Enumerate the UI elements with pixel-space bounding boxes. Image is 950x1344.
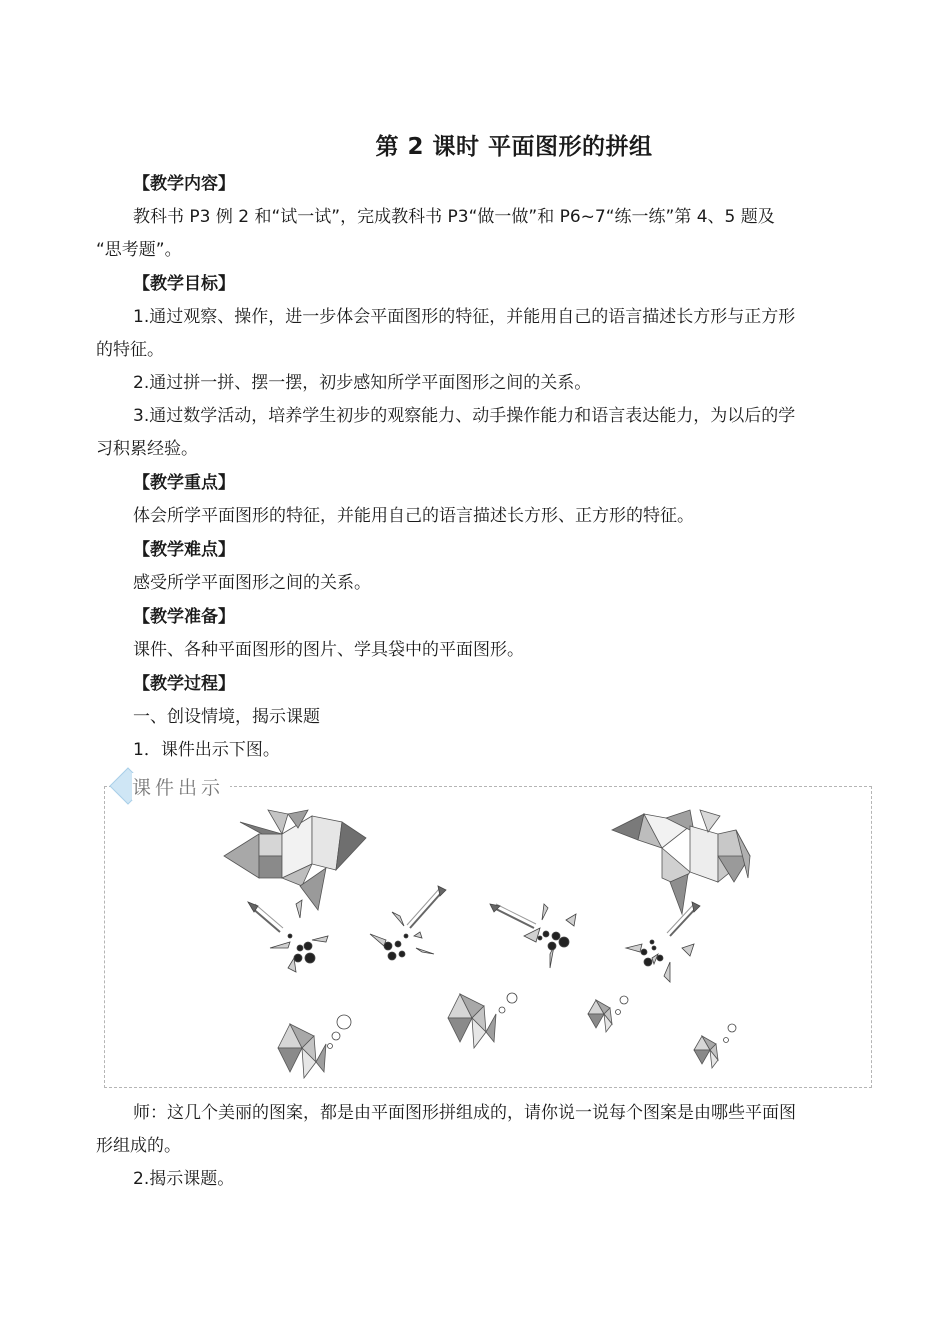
key-heading: 【教学重点】 [133, 473, 235, 493]
key-text: 体会所学平面图形的特征，并能用自己的语言描述长方形、正方形的特征。 [133, 506, 694, 526]
page-title: 第 2 课时 平面图形的拼组 [375, 134, 653, 160]
content-text-line1: 教科书 P3 例 2 和“试一试”，完成教科书 P3“做一做”和 P6~7“练一练”第 4、5 题及 [133, 207, 775, 227]
goal3-line1: 3.通过数学活动，培养学生初步的观察能力、动手操作能力和语言表达能力，为以后的学 [133, 406, 796, 426]
goals-heading: 【教学目标】 [133, 274, 235, 294]
fish-pattern-2 [448, 993, 517, 1048]
difficulty-text: 感受所学平面图形之间的关系。 [133, 573, 371, 593]
goal1-line1: 1.通过观察、操作，进一步体会平面图形的特征，并能用自己的语言描述长方形与正方形 [133, 307, 796, 327]
step2: 2.揭示课题。 [133, 1169, 235, 1189]
content-heading: 【教学内容】 [133, 174, 235, 194]
prep-text: 课件、各种平面图形的图片、学具袋中的平面图形。 [133, 640, 524, 660]
step1-item: 1．课件出示下图。 [133, 740, 280, 760]
goal3-line2: 习积累经验。 [96, 439, 198, 459]
firework-pattern-3 [490, 904, 576, 968]
difficulty-heading: 【教学难点】 [133, 540, 235, 560]
teacher-line1: 师：这几个美丽的图案，都是由平面图形拼组成的，请你说一说每个图案是由哪些平面图 [133, 1103, 796, 1123]
process-heading: 【教学过程】 [133, 674, 235, 694]
fish-pattern-4 [694, 1024, 736, 1068]
prep-heading: 【教学准备】 [133, 607, 235, 627]
plane-pattern-right [612, 810, 750, 914]
figure-illustration [104, 786, 872, 1088]
content-text-line2: “思考题”。 [96, 240, 182, 260]
fish-pattern-1 [278, 1015, 351, 1078]
teacher-line2: 形组成的。 [96, 1136, 181, 1156]
figure-label: 课件出示 [132, 773, 230, 800]
goal1-line2: 的特征。 [96, 340, 164, 360]
firework-pattern-4 [626, 902, 700, 982]
step1-title: 一、创设情境，揭示课题 [133, 707, 320, 727]
firework-pattern-1 [248, 900, 328, 972]
firework-pattern-2 [370, 886, 446, 960]
goal2: 2.通过拼一拼、摆一摆，初步感知所学平面图形之间的关系。 [133, 373, 592, 393]
fish-pattern-3 [588, 996, 628, 1032]
plane-pattern-left [224, 810, 366, 910]
